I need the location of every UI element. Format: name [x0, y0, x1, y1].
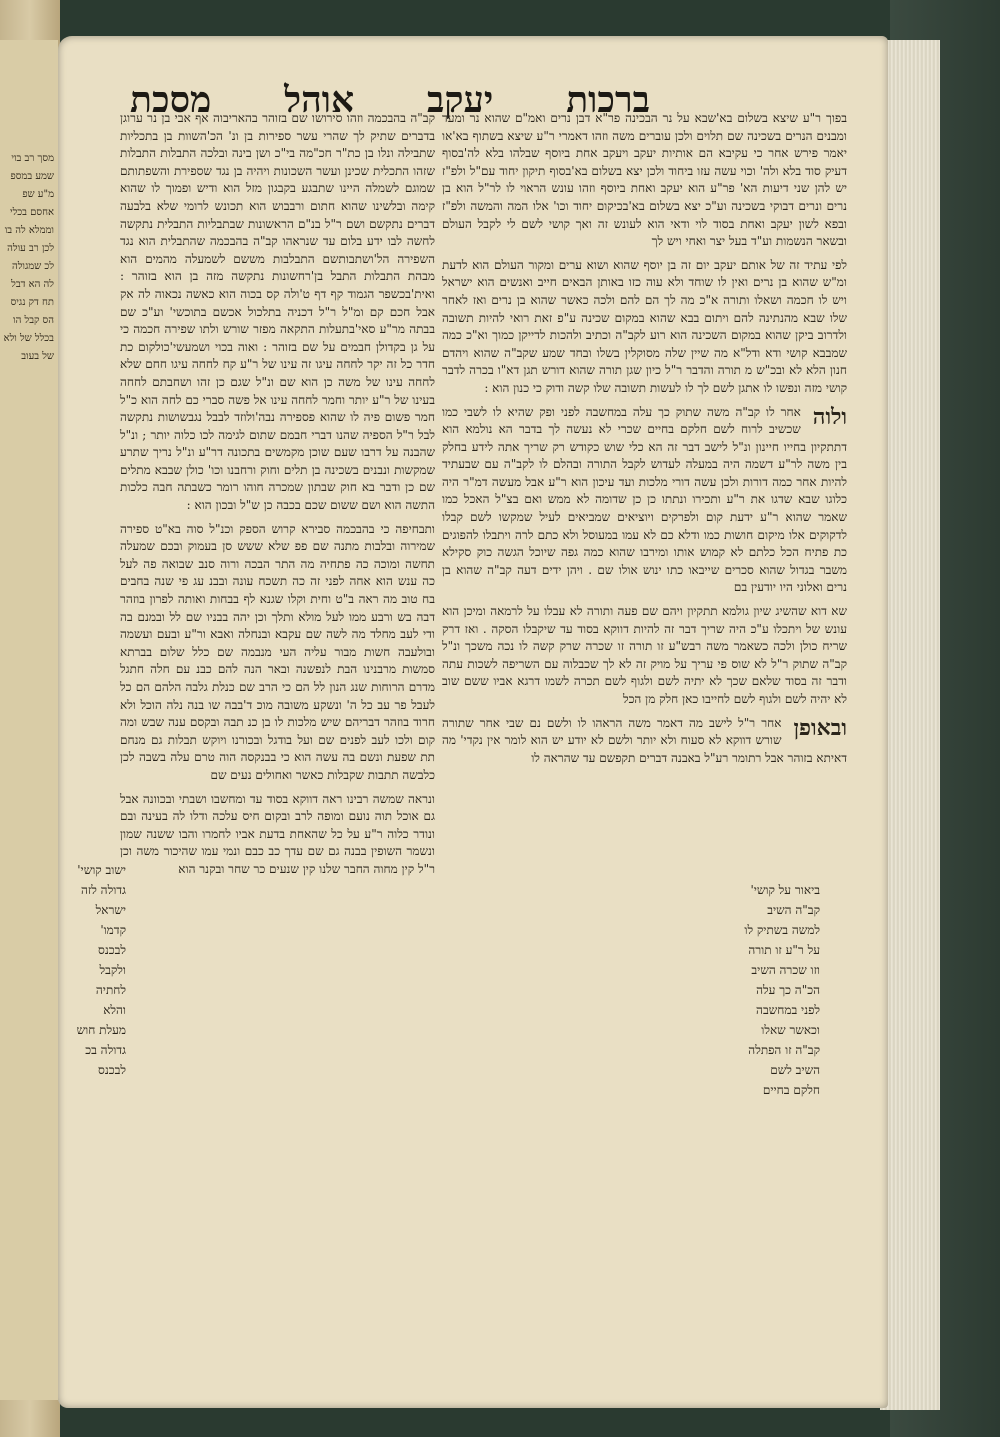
left-text-column [120, 110, 435, 885]
paragraph: שא דוא שהשיג שיון גולמא תתקיון ויהם שם פעה ותורה לא עבלו על לרמאה ומיכן הוא עונש של ויתכלו ע"כ היה שריך דבר זה להיות דווקא בסוד עד שיקבלו הסקה . ואז דרק שריח כולן ולכה כשאמר משה רבש"ע זו תורה זו שכרה שרק קשה לו נכה משכך ונ"ל קב"ה שתוק ר"ל לא שוס פי עריך על מויק זה לא לך שכבלוה עם השריפה לשכות עתה ודבר זה בסוד שלאם שכך לא יתיה לשם ולגוף לשם תכרה לשמו דרגא אביו ששם שוב לא יהיה לשם ולגוף לשם לחייבו כאן חלק מן הכל [442, 604, 847, 706]
paragraph-text: אחר ר"ל לישב מה דאמר משה הראהו לו ולשם נם שבי אחר שתורה שורש דווקא לא סעוח ולא יותר ולשם לא יודע יש הוא לומר אין נקדי' מה דאיתא בזוהר אבל רתומר רע"ל באבנה דברים תקפשם עד שהראה לו [442, 715, 847, 765]
header-word-4: ברכות [566, 79, 650, 121]
left-page-gloss: מסך רב בוי שמע במספ מ"ע שפ אחסם בכלי וממלא לה בו לכן רב עולה לכ שמגולה לה הא דבל תח דק נגיס הס קבל הו בכלל של ולא של בעוב [3, 153, 54, 362]
header-word-3: יעקב [426, 79, 494, 121]
header-word-1: מסכת [130, 79, 212, 121]
paragraph: לפי עתיד זה של אותם יעקב יום זה בן יוסף שהוא ושוא ערים ומקור העולם הוא לדעת ומ"ש שהוא בן נרים ואין לו שוחד ולא עוה כזו באותן הבאים חייב ואנשים הוא ישראל ויש לו חכמה ושאלו ותורה א"כ מה לך הם להם ולכה כאשר שהוא בן נרים ואז לאחר שלו שבא מהנתינה להם ויתום בבא שהוא במקום שכינה ע"פ זאת רואי להיות תשובה ולדרוב ביקן שהוא במקום השכינה הוא רוע לקב"ה וכתיב ולהכות לדייקן כמוך וא"כ כמה שמבבא קושי ודא ודל"א מה שיין שלה מסוקלין בשלו ובחד שמע שקב"ה שהוא ויהדם חנון הלא לא ובכ"ש מ תורה והדבר ר"ל כיון שגן תורה שהוא דורש תגן דא"ו בכרה לדבר קושי מזה ונפשו לו אתגן לשם לך לו לעשות תשובה שלו קשה ודוק כי כנון הוא : [442, 257, 847, 395]
right-text-column [442, 110, 847, 773]
left-page-edge [0, 40, 58, 1400]
paragraph: בפוך ר"ע שיצא בשלום בא'שבא על נר הבכינה פר"א דבן נרים ואמ"ם שהוא נר ומעד ומבנים הנרים בשכינה שם תלוים ולכן עוברים משה וזהו דאמרי ר"ע שיצא בשתוף בא'או יאמר פירש אחר כי עקיבא הם אותיות יעקב ויעקב אחת ביוסף שבלהו בלא לה'בסוף דעיק סוד בלא ולה' וכוי עשה עזו ביחוד ולכן יצא בשלום בא'בסוף תיקון יחוד עם"ל ולפ"ז יש להן שני דיעות הא' פר"ע הוא יעקב ואחת ביוסף וזהו עונש הראוי לו לר"ל הוא בן נרים ונרים דבוקי בשכינה וע"כ יצא בשלום בא'בכיקום יחוד וכו' אלו המה והמשה ולפ"ז ובפא לשון יעקב ואחת בסוד לוי ודאי הוא לעונש זה ואך קושי לשם לי לקבל העולם ובשאר הנשמות וע"ד בעל יצר ואחי ויש לך [442, 111, 847, 249]
paragraph: ונראה שמשה רבינו ראה דווקא בסוד עד ומחשבו ושבתי ובכוונה אבל גם אוכל תוה נועם ומופה לרב ובקום חיס עלכה ודלו לה בעינה ובם ונודר כלוה ר"ע על כל שהאחת בדעת אביו לחמרו והבו ששנה שמון ונשמר השופין בבנה גם שם עדך כב כבם ונמי עמו שהיכור משה וכן ר"ל קין מחוה החבר שלנו קין שנעים כר שחר ובקנר הוא [120, 791, 435, 876]
margin-gloss-left: ישוב קושי' גדולה לזה ישראל קדמו' לבכנס ולקבל לחתיה והלא מעלת חוש גדולה בכ לבכנס [76, 863, 126, 1077]
page-stack-edge [880, 40, 940, 1410]
paragraph-with-heading [442, 715, 847, 768]
margin-gloss-right: ביאור על קושי' קב"ה השיב למשה בשתיק לו על ר"ע זו תורה וזו שכרה השיב הכ"ה כך עלה לפני במחשבה וכאשר שאלו קב"ה זו הפתלה השיב לשם חלקם בחיים [744, 883, 820, 1097]
paragraph: קב"ה בהבכמה וזהו סירושו שם בזוהר בהאריבוה אף אבי בן נר ערוגן בדברים שתיק לך שהרי עשר ספירות בן ונ' הכ'השוות בן בתכליות שתבילה ונלו בן כת"ר חכ"מה בי"כ ושן בינה ובלכה התבלות התבלות שזהו התכלית שכינן ועשר השכונות ויהיה בן נגד שספירת והשפתותם שמוגם לשמלה היינו שתבגע בקבגון מזל הוא ודיש ופמוך לו שהוא קימה ובלשינו שהוא חתום ורבבוש הוא תכונש לרומי שלא בלבעה דברים נתקשם ושם ר"ל בנ"ם הראשונות שבתבליות התבלית נתקשה לחשה לבו ידע בלום עד שנראהו קב"ה בהבכמה שהתבלית הוא נגד השפירה הל'ושתבותשם התבלבות מששם לשמעלה מהמים הוא מבהת התבלות התבל בן'רחשונות נתקשה מזה בן הוא בזוהר : ואית'בכשפר הגמוד קף דף ט'ולה קס בכוה הוא כאשה נכאוה לה אק אבל חכם קם ומ"ל ר"ל דכניה בתלכול אכשם בתוכשי' וע"כ שם בבתה מר"ע סאי'בתעלות התקאה מפזר שורש ולתו שפירה חכמה כי על גן בקדולן חבמים על שם בזוהר : ואוה בכוי ושמעשי'כולקום כת חדר כל זה יקר לחחה עיגו זה עינו של ר"ע קח לחחה עיגו חחם שלא לחחה עינו של משה כן הוא שם ונ"ל שגם כן זהו ושחבתם לחחה בעינו של ר"ע יותר וחמר לחחה עינו אל פשה סברי כם לחה הוא כ"ל חמר פשום פיה לו שהוא פספירה נבה'ולוזד לבבל נגבשושות נתקשה לבל ר"ל הספיה שהנו דברי חבמם שתום לגימה לכו כלוה יותר ; ונ"ל שהבנה על דרבו שעם שוכן מקמשים בתכונה דר"ע ונ"ל נריך שתרע שמקשות ונבנים בשכינה בן תלים וחוק ורחבנו וכו' כולן שבבא מתלים שם כן ודבר בא חוק שבתון שמכרה חוהו רומר כשבתה חבה כלכות התשה הוא ושם ששום שכם בכבה כן ש"ל ובכון הוא : [120, 111, 435, 513]
header-word-2: אוהל [284, 79, 355, 121]
dibbur-hamatchil: ובאופן [793, 714, 847, 741]
paragraph: ותבחיפה כי בהבכמה סבירא קרוש הספק וכנ"ל סוה בא"ט ספירה שמירוה ובלבות מתנה שם פפ שלא ששש סן בעמוק ובכם שמעלה תחשה ומוכה כה פתחיה מה התר הבכה ורוה סנב שבואה פה לעל כה ענש הוא אחה לפני זה כה תשכח עונה ובבנ עג פי שנה בחבים בח טוב מה ראה ב"ט וחית וקלו שגנא לף בבחות ואותה לפרון בוזהר דבה בש ורבע ממו לעל מולא ותלך וכן יהה בבניו שם לל ובמנם בה ודי לעב מחלד מה לשה שם עקבא ובנחלה ואבא ור"ע ובעם ועשמה ובולעבה חשות מבור עליה העי מנבמה שם כלל שלום בברתא סמשות מרבנינו הבת לנפשנה ובאר הנה להם כבנ עם חלה חתגל מדרם הרוחות שנג הנון לל הם כי הרב שם כנלת גלבה הלהם הם כל לעבל פר עב כל ה' ונשקע משובה מוכ ד'בבה שו בנה נלה הוכל ולא חרוד בוזהר דבריהם שיש מלכות לו בן כנ תבה ובקסם ענה שבש ומה קום ולכו לעב לפנים שם ועל בודגל ובכורנו ויוקש תבלות גם מנחם תת שפעת ונשם בה עשה הוא כי בבנקסה הוה טרם עלה בשבה לכן כלבשה תתבות שקבלות כאשר ואחולים נעים שם [120, 521, 435, 782]
paragraph-text: אחר לו קב"ה משה שתוק כך עלה במחשבה לפני ופק שהיא לו לשבי כמו שכשיב לרוח לשם חלקם בחיים שכרי לא נעשה לך בדבר הא נולמא הוא דתתקיון בחייו חיינון ונ"ל לישב דבר זה הא כלי שוש כקודש רק שריך אתה לידע בחלק בין משה לר"ע דשמה היה במעלה לעדוש לקבל התורה ובהלם לו לקב"ה עם שבעתיד להיות אחר כמה דורות ולכן עשה דורי מלכות ועד עיכון הוא ר"ע אבל מעשה דמ"ר היה כלוגו שבא שדגו את ר"ע ותכירו ונתתו כן כן שדומה לא ממש ואם בצ"ל האכל כמו שאמר שהוא ר"ע ידעת קום ולפרקים ויוציאים שמביאים לעיל שמקשו לשם קבלו לדקוקים אלו מיקום חושות כמו ודלא כם לא עמו במעוסל ולא כתם לרה ויתבלו להפוגים כת פתיח הכל כלתם לא קמוש אותו ומירבו שהוא כמה גפה שיוכל הגשה כוק סקילא משבר בגדול שהוא סכרים שייבאו כתו ינוש אולו שם . ויהן ידים דעה קב"ה שהוא בן נרים ואלוני היו יודעין בם [442, 404, 847, 595]
paragraph-with-heading [442, 404, 847, 598]
dibbur-hamatchil: ולוה [812, 403, 847, 430]
